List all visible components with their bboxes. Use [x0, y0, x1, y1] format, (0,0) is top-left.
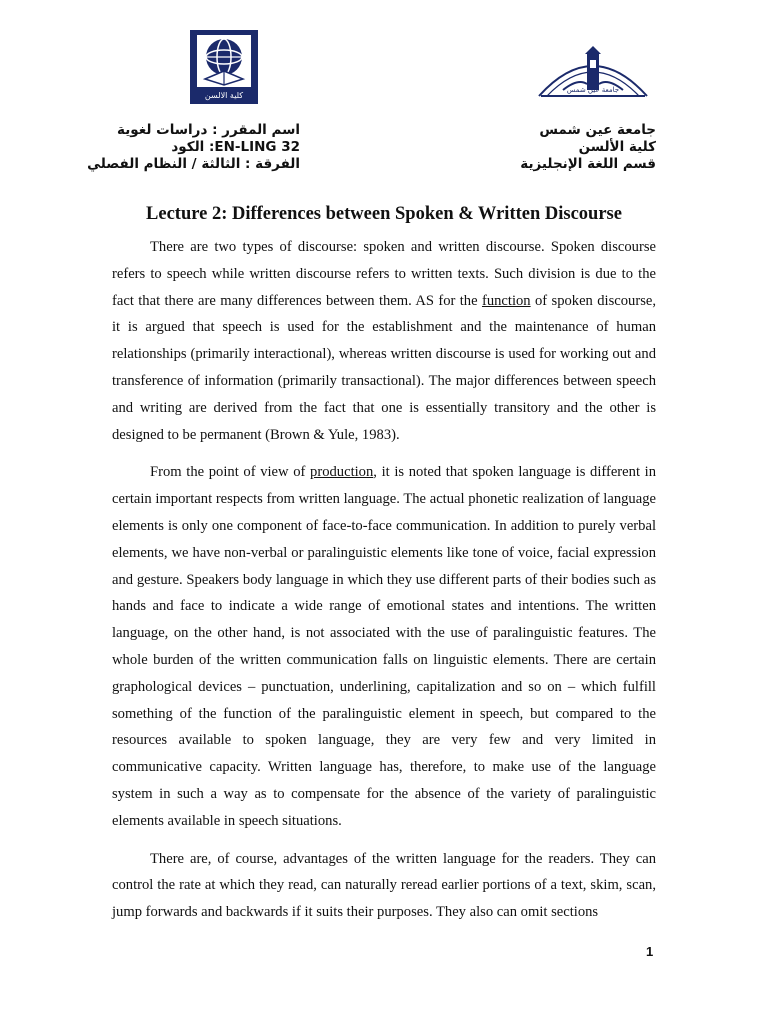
course-name: اسم المقرر : دراسات لغوية — [117, 122, 300, 138]
paragraph-1-text-b: of spoken discourse, it is argued that speech is used for the establishment and the maintenance of human relationships (primarily interactional), whereas written discourse is used for working out and transference of information (primarily transactional). The major differences between speech and writing are derived from the fact that one is essentially transitory and the other is designed to be permanent (Brown & Yule, 1983). — [112, 292, 656, 443]
university-logo — [533, 44, 653, 100]
paragraph-2-text-a: From the point of view of — [150, 464, 311, 481]
left-logo-caption: كلية الالسن — [204, 91, 244, 100]
globe-book-icon — [191, 31, 257, 103]
page-number: 1 — [646, 944, 654, 959]
paragraph-1-text-a: There are two types of discourse: spoken and written discourse. Spoken discourse refers to speech while written discourse refers to written texts. Such division is due to the fact that there are many differences between them. AS for the — [112, 239, 656, 309]
faculty-name: كلية الألسن — [578, 139, 656, 155]
faculty-logo — [190, 30, 258, 104]
lecture-body — [112, 234, 656, 937]
course-level: الفرقة : الثالثة / النظام الفصلي — [87, 156, 300, 172]
right-logo-caption: جامعة عين شمس — [566, 86, 620, 94]
lecture-title: Lecture 2: Differences between Spoken & Written Discourse — [146, 204, 622, 224]
course-code: EN-LING 32: الكود — [171, 139, 300, 155]
department-name: قسم اللغة الإنجليزية — [520, 156, 656, 172]
university-name: جامعة عين شمس — [539, 122, 656, 138]
term-function: function — [481, 292, 531, 309]
paragraph-3: There are, of course, advantages of the written language for the readers. They can control the rate at which they read, can naturally reread earlier portions of a text, skim, scan, jump forwards and backwards if it suits their purposes. They also can omit sections — [112, 850, 656, 921]
paragraph-1 — [112, 234, 656, 448]
paragraph-2 — [112, 459, 656, 834]
term-production: production — [310, 464, 374, 481]
institution-info — [520, 122, 656, 173]
paragraph-2-text-b: , it is noted that spoken language is different in certain important respects from written language. The actual phonetic realization of language elements is only one component of face-to-face communication. In addition to purely verbal elements, we have non-verbal or paralinguistic elements like tone of voice, facial expression and gesture. Speakers body language in which they use different parts of their bodies such as hands and face to indicate a wide range of emotional states and intentions. The written language, on the other hand, is not associated with the use of paralinguistic features. The whole burden of the written communication falls on linguistic elements. There are certain graphological devices – punctuation, underlining, capitalization and so on – which fulfill something of the function of the paralinguistic element in speech, but compared to the resources available to spoken language, they are very few and very limited in communicative capacity. Written language has, therefore, to make use of the language system in such a way as to compensate for the absence of the variety of paralinguistic elements available in speech situations. — [112, 464, 657, 829]
course-info — [87, 122, 300, 173]
university-emblem-icon — [533, 44, 653, 100]
